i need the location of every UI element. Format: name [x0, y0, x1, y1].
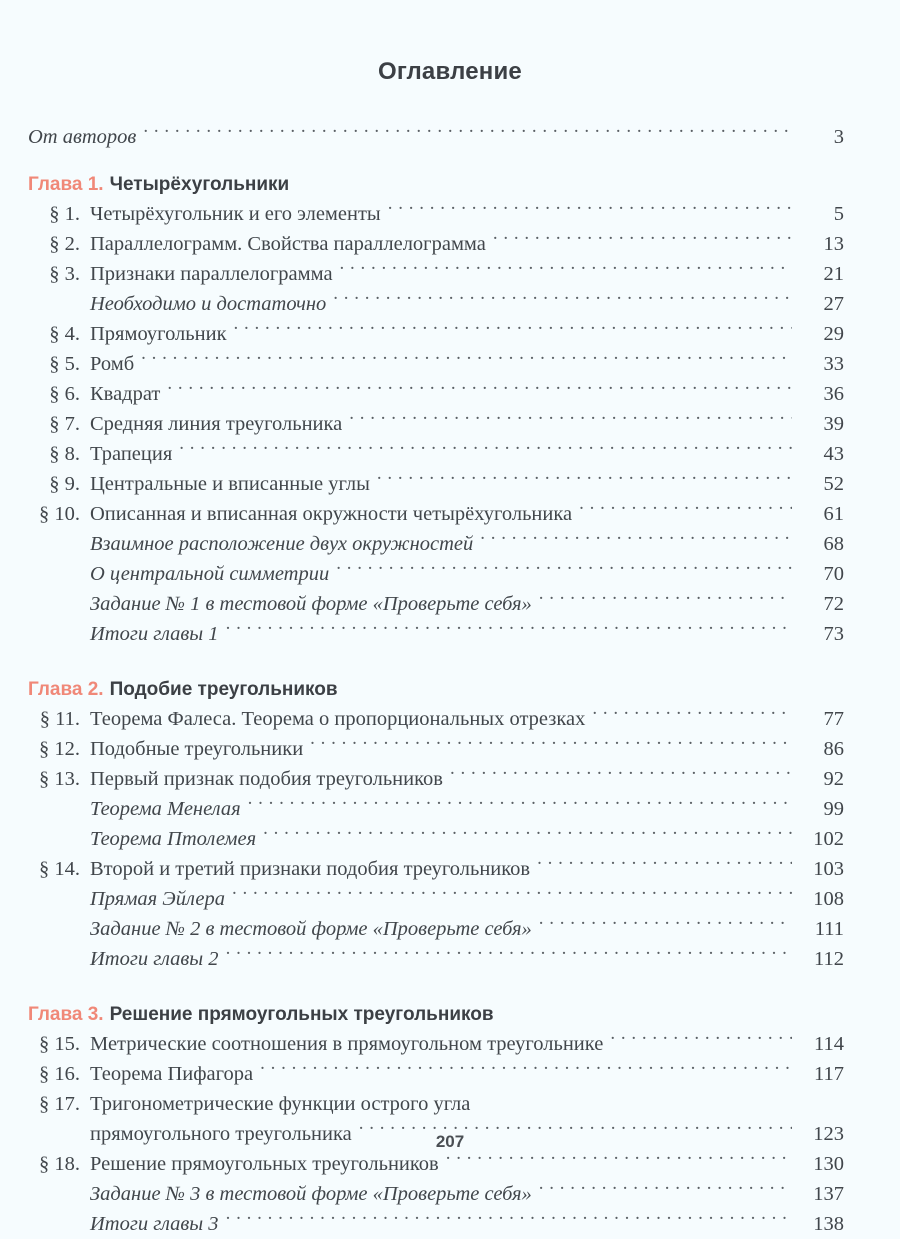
toc-entry-number: § 3. [28, 260, 90, 290]
toc-entry[interactable] [28, 1179, 844, 1209]
dot-leader [349, 409, 792, 430]
dot-leader [179, 439, 792, 460]
toc-entry-page: 137 [798, 1180, 844, 1210]
chapter-number: Глава 1. [28, 174, 104, 195]
toc-entry[interactable] [28, 529, 844, 559]
toc-entry-page: 77 [798, 705, 844, 735]
dot-leader [226, 619, 792, 640]
toc-entry[interactable] [28, 319, 844, 349]
dot-leader [340, 259, 792, 280]
toc-entry-label: Параллелограмм. Свойства параллелограмма [90, 230, 486, 260]
toc-entry-label: Четырёхугольник и его элементы [90, 200, 381, 230]
dot-leader [263, 824, 792, 845]
toc-entry-page: 21 [798, 260, 844, 290]
toc-entry-label: Трапеция [90, 440, 172, 470]
toc-entry-number: § 15. [28, 1030, 90, 1060]
toc-entry[interactable] [28, 469, 844, 499]
toc-entry[interactable] [28, 1089, 844, 1119]
toc-entry[interactable] [28, 289, 844, 319]
toc-entry[interactable] [28, 734, 844, 764]
dot-leader [480, 529, 792, 550]
dot-leader [226, 1209, 792, 1230]
toc-entry[interactable] [28, 824, 844, 854]
toc-entry-label: Прямоугольник [90, 320, 227, 350]
toc-entry[interactable] [28, 349, 844, 379]
dot-leader [539, 1179, 792, 1200]
toc-entry[interactable] [28, 914, 844, 944]
toc-entry-number: § 9. [28, 470, 90, 500]
chapter-heading-line [28, 1004, 844, 1026]
front-matter-list [28, 122, 844, 152]
toc-entry-label: Задание № 2 в тестовой форме «Проверьте себя» [90, 915, 532, 945]
toc-entry-label: Второй и третий признаки подобия треугольников [90, 855, 530, 885]
toc-entry-label: Решение прямоугольных треугольников [90, 1150, 439, 1180]
dot-leader [610, 1029, 792, 1050]
toc-entry-number: § 8. [28, 440, 90, 470]
toc-entry-page: 72 [798, 590, 844, 620]
dot-leader [477, 1089, 792, 1110]
toc-entry[interactable] [28, 794, 844, 824]
toc-entry-page: 27 [798, 290, 844, 320]
toc-entry-number: § 5. [28, 350, 90, 380]
dot-leader [336, 559, 792, 580]
toc-entry-label: Метрические соотношения в прямоугольном треугольнике [90, 1030, 603, 1060]
dot-leader [232, 884, 792, 905]
toc-entry-label: Итоги главы 2 [90, 945, 219, 975]
toc-entry-page: 114 [798, 1030, 844, 1060]
dot-leader [333, 289, 792, 310]
toc-entry-label: Итоги главы 1 [90, 620, 219, 650]
toc-entry[interactable] [28, 1059, 844, 1089]
toc-entry-page: 123 [798, 1120, 844, 1150]
toc-entry-page: 3 [798, 123, 844, 153]
chapter-title: Решение прямоугольных треугольников [110, 1004, 494, 1025]
chapter-number: Глава 2. [28, 679, 104, 700]
chapter-heading-line [28, 679, 844, 701]
dot-leader [248, 794, 792, 815]
toc-entry-number: § 2. [28, 230, 90, 260]
page-number-footer: 207 [0, 1132, 900, 1152]
toc-entry-label: Теорема Фалеса. Теорема о пропорциональных отрезках [90, 705, 585, 735]
toc-entry[interactable] [28, 229, 844, 259]
toc-entry-label: Необходимо и достаточно [90, 290, 326, 320]
toc-entry-page: 29 [798, 320, 844, 350]
toc-entry-label: прямоугольного треугольника [90, 1120, 352, 1150]
spacer [28, 974, 844, 1004]
chapter-heading-line [28, 174, 844, 196]
toc-entry-label: Ромб [90, 350, 134, 380]
toc-entry[interactable] [28, 884, 844, 914]
toc-entry-page: 5 [798, 200, 844, 230]
dot-leader [493, 229, 792, 250]
chapter-heading[interactable] [28, 1004, 844, 1026]
toc-entry-number: § 7. [28, 410, 90, 440]
toc-entry-page: 99 [798, 795, 844, 825]
toc-entry-number: § 18. [28, 1150, 90, 1180]
toc-entry[interactable] [28, 409, 844, 439]
dot-leader [388, 199, 792, 220]
toc-entry-page: 68 [798, 530, 844, 560]
toc-entry-label: Подобные треугольники [90, 735, 303, 765]
toc-entry-page: 36 [798, 380, 844, 410]
toc-entry-page: 73 [798, 620, 844, 650]
toc-entry-number: § 6. [28, 380, 90, 410]
toc-entry-number: § 10. [28, 500, 90, 530]
toc-entry-page: 52 [798, 470, 844, 500]
spacer [28, 152, 844, 174]
page-title: Оглавление [0, 0, 900, 86]
chapter-number: Глава 3. [28, 1004, 104, 1025]
toc-entry-number: § 17. [28, 1090, 90, 1120]
toc-entry[interactable] [28, 1149, 844, 1179]
toc-entry[interactable] [28, 439, 844, 469]
toc-entry[interactable] [28, 704, 844, 734]
toc-entry-label: Теорема Пифагора [90, 1060, 253, 1090]
toc-entry-label: Центральные и вписанные углы [90, 470, 370, 500]
toc-entry-number: § 1. [28, 200, 90, 230]
toc-entry-label: Итоги главы 3 [90, 1210, 219, 1239]
toc-body [0, 122, 900, 1239]
toc-entry[interactable] [28, 559, 844, 589]
toc-entry[interactable] [28, 379, 844, 409]
toc-entry-page: 13 [798, 230, 844, 260]
dot-leader [539, 914, 792, 935]
toc-entry[interactable] [28, 944, 844, 974]
toc-entry-number: § 13. [28, 765, 90, 795]
dot-leader [141, 349, 792, 370]
spacer [28, 649, 844, 679]
toc-entry-label: Задание № 1 в тестовой форме «Проверьте себя» [90, 590, 532, 620]
toc-entry-label: Квадрат [90, 380, 160, 410]
toc-entry[interactable] [28, 122, 844, 152]
toc-entry-number: § 12. [28, 735, 90, 765]
toc-entry-number: § 14. [28, 855, 90, 885]
toc-entry-page: 103 [798, 855, 844, 885]
toc-entry-label: Признаки параллелограмма [90, 260, 333, 290]
toc-entry-page: 70 [798, 560, 844, 590]
toc-entry-page: 92 [798, 765, 844, 795]
chapter-heading[interactable] [28, 174, 844, 196]
toc-entry[interactable] [28, 619, 844, 649]
toc-entry[interactable] [28, 854, 844, 884]
dot-leader [167, 379, 792, 400]
toc-entry-label: Средняя линия треугольника [90, 410, 342, 440]
toc-entry-label: Первый признак подобия треугольников [90, 765, 443, 795]
dot-leader [579, 499, 792, 520]
dot-leader [226, 944, 792, 965]
chapter-list [28, 174, 844, 1239]
toc-entry-page: 111 [798, 915, 844, 945]
toc-entry-page: 43 [798, 440, 844, 470]
chapter-title: Четырёхугольники [110, 174, 290, 195]
toc-entry-page: 112 [798, 945, 844, 975]
dot-leader [377, 469, 792, 490]
toc-entry-number: § 16. [28, 1060, 90, 1090]
toc-entry[interactable] [28, 259, 844, 289]
toc-entry-page: 130 [798, 1150, 844, 1180]
dot-leader [143, 122, 792, 143]
toc-entry-label: Взаимное расположение двух окружностей [90, 530, 473, 560]
toc-entry-page: 138 [798, 1210, 844, 1239]
toc-entry[interactable] [28, 764, 844, 794]
toc-entry-number: § 4. [28, 320, 90, 350]
toc-entry-page: 39 [798, 410, 844, 440]
toc-entry[interactable] [28, 1209, 844, 1239]
dot-leader [592, 704, 792, 725]
chapter-title: Подобие треугольников [110, 679, 338, 700]
chapter-heading[interactable] [28, 679, 844, 701]
dot-leader [234, 319, 792, 340]
toc-entry-label: Задание № 3 в тестовой форме «Проверьте себя» [90, 1180, 532, 1210]
toc-entry-page: 102 [798, 825, 844, 855]
toc-entry-number: § 11. [28, 705, 90, 735]
dot-leader [450, 764, 792, 785]
toc-entry-page: 33 [798, 350, 844, 380]
toc-entry-label: Теорема Менелая [90, 795, 241, 825]
dot-leader [446, 1149, 792, 1170]
dot-leader [260, 1059, 792, 1080]
toc-entry-label: Описанная и вписанная окружности четырёхугольника [90, 500, 572, 530]
toc-entry[interactable] [28, 199, 844, 229]
dot-leader [539, 589, 792, 610]
toc-entry-label: Тригонометрические функции острого угла [90, 1090, 470, 1120]
toc-entry-label: От авторов [28, 123, 136, 153]
toc-entry-label: О центральной симметрии [90, 560, 329, 590]
dot-leader [310, 734, 792, 755]
toc-entry-page: 117 [798, 1060, 844, 1090]
toc-entry-page: 108 [798, 885, 844, 915]
toc-entry-page: 86 [798, 735, 844, 765]
toc-entry[interactable] [28, 589, 844, 619]
toc-entry[interactable] [28, 1029, 844, 1059]
toc-entry-page: 61 [798, 500, 844, 530]
toc-entry-label: Прямая Эйлера [90, 885, 225, 915]
toc-entry-label: Теорема Птолемея [90, 825, 256, 855]
dot-leader [537, 854, 792, 875]
toc-entry[interactable] [28, 499, 844, 529]
